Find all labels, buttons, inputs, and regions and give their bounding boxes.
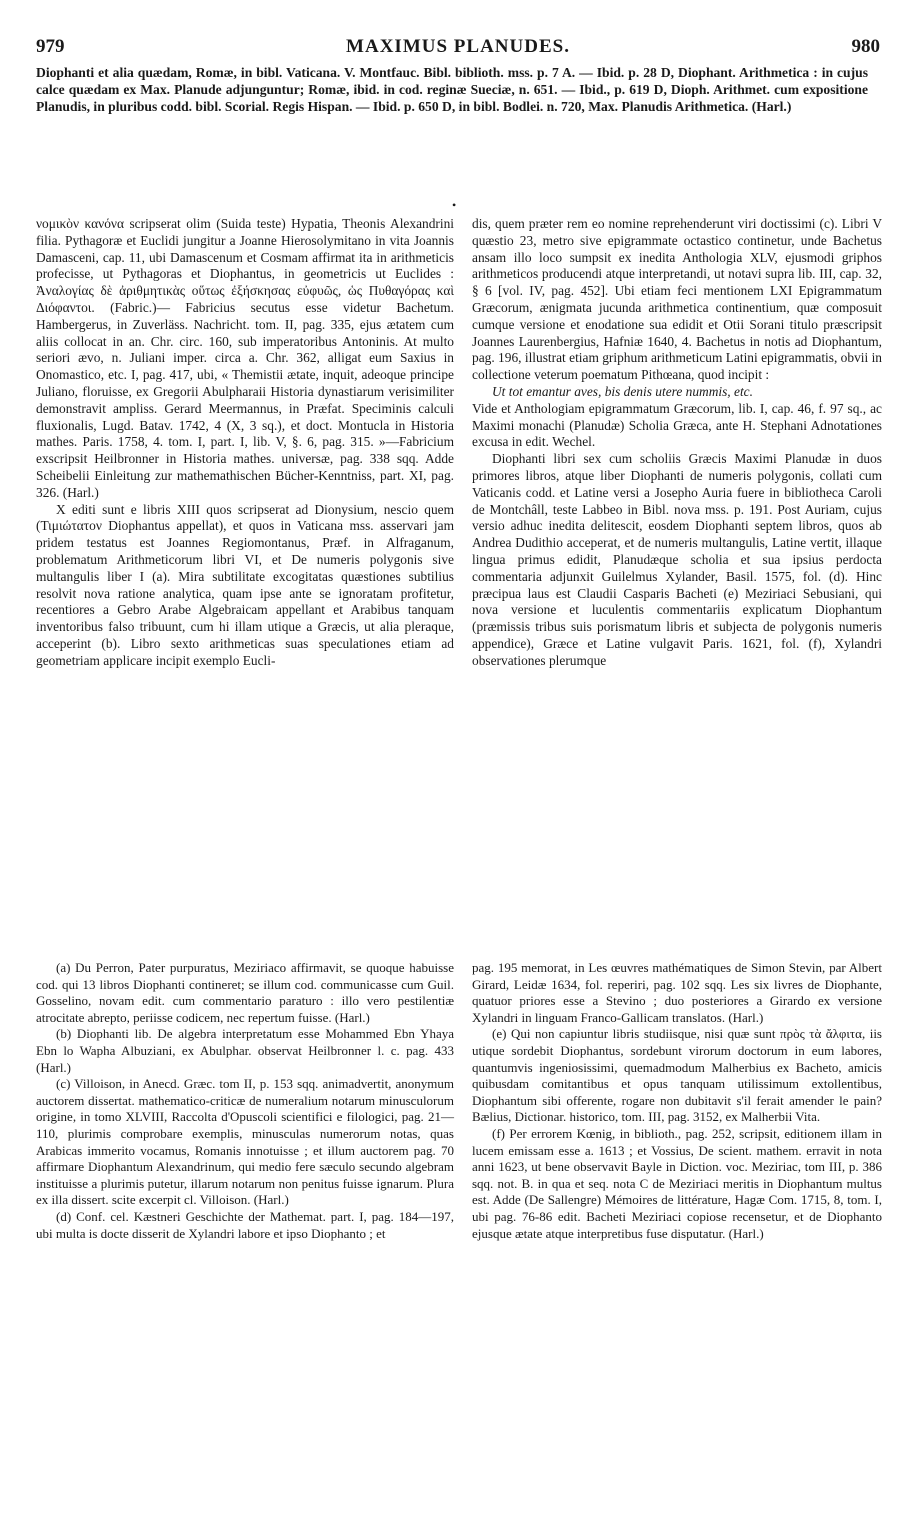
footnote-d: (d) Conf. cel. Kæstneri Geschichte der Mathemat. part. I, pag. 184—197, ubi multa is docte disserit de Xylandri labore et ipso Diophanto ; et: [36, 1208, 454, 1241]
running-head: [36, 36, 880, 62]
right-paragraph-1: dis, quem præter rem eo nomine reprehenderunt viri doctissimi (c). Libri V quæstio 23, metro sive epigrammate octastico continetur, unde Bachetus ansam illo loco sumpsit ex inedita Anthologia XLV, ejusmodi griphos arithmeticos producendi atque interpretandi, ut notavi supra lib. III, cap. 32, § 6 [vol. IV, pag. 452]. Ubi etiam feci mentionem LXI Epigrammatum Græcorum, ænigmata jucunda arithmetica continentium, quæ composuit cumque versione et enodatione sua edidit et Otii Sorani titulo præscripsit Joannes Laurenbergius, Hafniæ 1640, 4. Bachetus in notis ad Diophantum, pag. 196, illustrat etiam griphum arithmeticum Latini epigrammatis, obvii in collectione veterum poematum Pithœana, quod incipit :: [472, 216, 882, 383]
head-note-block: Diophanti et alia quædam, Romæ, in bibl. Vaticana. V. Montfauc. Bibl. biblioth. mss. p. 7 A. — Ibid. p. 28 D, Diophant. Arithmetica : in cujus calce quædam ex Max. Planude adjunguntur; Romæ, ibid. in cod. reginæ Sueciæ, n. 651. — Ibid., p. 619 D, Dioph. Arithmet. cum expositione Planudis, in pluribus codd. bibl. Scorial. Regis Hispan. — Ibid. p. 650 D, in bibl. Bodlei. n. 720, Max. Planudis Arithmetica. (Harl.): [36, 65, 868, 114]
footnote-f: (f) Per errorem Kœnig, in biblioth., pag. 252, scripsit, editionem illam in lucem emissam esse a. 1613 ; et Vossius, De scient. mathem. erravit in nota anni 1623, ut bene observavit Bayle in Diction. voc. Meziriac, tom III, p. 386 sqq. not. B. in qua et seq. nota C de Meziriaci meritis in Diophantum multus est. Adde (De Sallengre) Mémoires de littérature, Hagæ Com. 1715, 8, tom. I, ubi pag. 76-86 edit. Bacheti Meziriaci copiose recensetur, et de Diophanto ejusque ætate atque interpretibus fuse disputatur. (Harl.): [472, 1125, 882, 1241]
right-paragraph-3: Diophanti libri sex cum scholiis Græcis Maximi Planudæ in duos primores libros, atque liber Diophanti de numeris polygonis, collati cum Vaticanis codd. et Latine versi a Josepho Auria fuere in bibliotheca Caroli de Montchâll, teste Labbeo in Bibl. nova mss. p. 191. Post Auriam, cujus versio adhuc inedita delitescit, eosdem Diophanti septem libros, quos ab Andrea Dudithio acceperat, et de numeris multangulis, Latine vertit, illaque lingua primus edidit, Planudæque scholia et sua ipsius perdocta commentaria adjunxit Guilelmus Xylander, Basil. 1575, fol. (d). Hinc præcipua laus est Claudii Casparis Bacheti (e) Meziriaci Sebusiani, qui nova versione et luculentis commentariis explicatum Diophantum (præmissis tribus suis porismatum libris et subjecta de polygonis numeris appendice), Græce et Latine vulgavit Paris. 1621, fol. (f), Xylandri observationes plerumque: [472, 451, 882, 668]
page-number-left: 979: [36, 36, 65, 57]
left-column-body: [36, 216, 454, 670]
left-paragraph-2: X editi sunt e libris XIII quos scripserat ad Dionysium, nescio quem (Τιμιώτατον Diophantus appellat), et quos in Vaticana mss. asservari jam pridem testatus est Joannes Regiomontanus, Præf. in Alfraganum, problematum Arithmeticorum libri VI, et De numeris polygonis sive multangulis liber I (a). Mira subtilitate excogitatas quæstiones subtilius resolvit nova ratione analytica, quam ipse ante se ignoratam profitetur, recentiores a Gebro Arabe Algebraicam appellant et Arabibus tanquam inventoribus falso tribuunt, cum hi illam utique a Græcis, ut alia pleraque, acceperint (b). Libro sexto arithmeticas suas speculationes etiam ad geometriam applicare incipit exemplo Eucli-: [36, 501, 454, 668]
footnote-e: (e) Qui non capiuntur libris studiisque, nisi quæ sunt πρὸς τὰ ἄλφιτα, iis utique sordebit Diophantus, sordebunt virorum doctorum in eum labores, quantumvis ingeniosissimi, quemadmodum Malherbius ex Bacheto, amicis quibusdam comitantibus et opus tanquam utilissimum extollentibus, Diophantum sibi offerente, rogare non dubitavit s'il ferait amender le pain? Bælius, Dictionar. historico, tom. III, pag. 3152, ex Malherbii Vita.: [472, 1026, 882, 1125]
footnote-c: (c) Villoison, in Anecd. Græc. tom II, p. 153 sqq. animadvertit, anonymum auctorem dissertat. mathematico-criticæ de numeralium notarum minusculorum origine, in tomo XLVIII, Raccolta d'Opuscoli scientifici e filologici, pag. 21—110, plurimis comprobare exemplis, minusculas numerorum notas, quas Arabicas immerito vocamus, Romanis innotuisse ; et illum auctorem pag. 70 affirmare Diophantum Alexandrinum, qui medio fere sæculo secundo algebram instituisse a plurimis putetur, illarum notarum non penitus fuisse ignarum. Plura ex illa dissert. scite excerpit cl. Villoison. (Harl.): [36, 1076, 454, 1208]
left-paragraph-1: νομικὸν κανόνα scripserat olim (Suida teste) Hypatia, Theonis Alexandrini filia. Pythagoræ et Euclidi jungitur a Joanne Hierosolymitano in vita Joannis Damasceni, cap. 11, ubi Damascenum et Cosmam affirmat ita in arithmeticis profecisse, ut Pythagoras et Diophantus, in geometricis ut Euclides : Ἀναλογίας δὲ ἀριθμητικὰς οὕτως ἐξήσκησας εὐφυῶς, ὡς Πυθαγόρας καὶ Διόφαντοι. (Fabric.)— Fabricius secutus esse videtur Bachetum. Hambergerus, in Zuverläss. Nachricht. tom. II, pag. 335, ejus ætatem cum aliis collocat in an. Chr. circ. 160, sub imperatoribus Antoninis. At multo seriori ævo, n. Juliani imper. circa a. Chr. 362, alligat eum Saxius in Onomastico, etc. I, pag. 417, ubi, « Themistii ætate, inquit, adeoque principe Juliano, floruisse, ex Gregorii Abulpharaii Historia dynastiarum verisimiliter demonstravit ampliss. Gerard Meermannus, in Præfat. Speciminis calculi fluxionalis, Lugd. Batav. 1742, 4 (X, 3 sq.), et doct. Montucla in Historia mathes. Paris. 1758, 4. tom. I, part. I, lib. V, §. 6, pag. 315. »—Fabricium exscripsit Heilbronner in Historia mathes. universæ, pag. 338 sqq. Adde Scheibelii Einleitung zur mathemathischen Bücher-Kenntniss, part. XI, pag. 326. (Harl.): [36, 216, 454, 500]
right-column-body: [472, 216, 882, 670]
footnote-a: (a) Du Perron, Pater purpuratus, Meziriaco affirmavit, se quoque habuisse cod. qui 13 libros Diophanti contineret; se illum cod. communicasse cum Guil. Gosselino, novam edit. cum commentario paraturo : illo vero pestilentiæ atrocitate abrepto, periisse codicem, nec repertum fuisse. (Harl.): [36, 960, 454, 1025]
footnote-b: (b) Diophanti lib. De algebra interpretatum esse Mohammed Ebn Yhaya Ebn lo Wapha Albuziani, ex Abulphar. observat Heilbronner l. c. pag. 433 (Harl.): [36, 1026, 454, 1075]
right-paragraph-2: Vide et Anthologiam epigrammatum Græcorum, lib. I, cap. 46, f. 97 sq., ac Maximi monachi (Planudæ) Scholia Græca, ante H. Stephani Adnotationes excusa in edit. Wechel.: [472, 400, 882, 450]
right-footnotes: [472, 960, 882, 1242]
right-verse-quote: Ut tot emantur aves, bis denis utere nummis, etc.: [492, 383, 753, 399]
page-number-right: 980: [851, 36, 880, 57]
section-separator: •: [452, 198, 457, 212]
footnote-d-continued: pag. 195 memorat, in Les œuvres mathématiques de Simon Stevin, par Albert Girard, Leidæ 1634, fol. reperiri, pag. 102 sqq. Les six livres de Diophante, quatuor priores esse a Stevino ; duo posteriores a Girardo ex versione Xylandri in linguam Franco-Gallicam translatos. (Harl.): [472, 960, 882, 1025]
running-title: MAXIMUS PLANUDES.: [346, 36, 570, 57]
left-footnotes: [36, 960, 454, 1242]
